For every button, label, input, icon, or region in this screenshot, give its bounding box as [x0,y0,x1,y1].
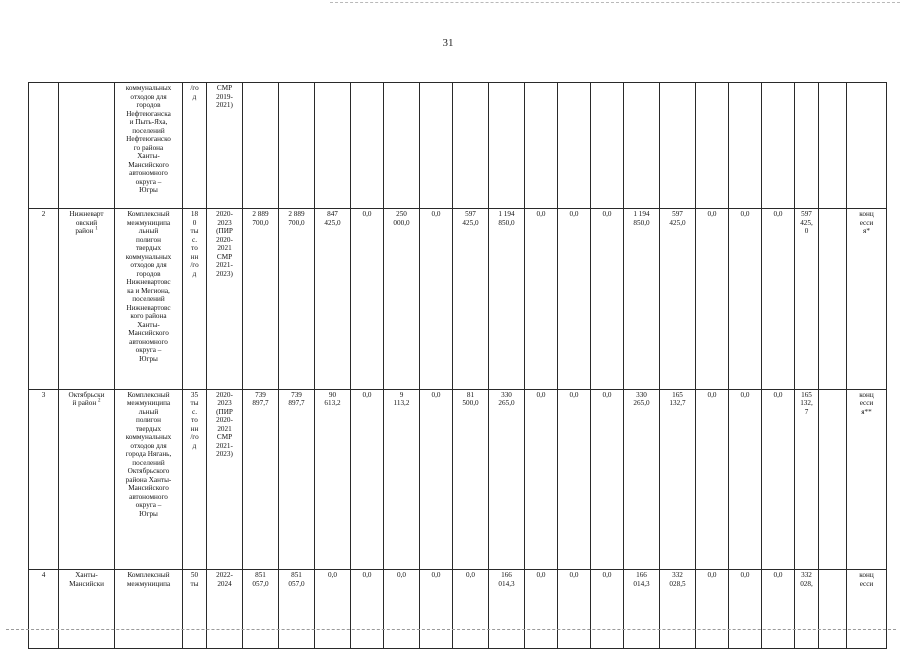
value-cell [819,209,847,390]
value-cell: 81 500,0 [453,389,489,570]
district-name: Ханты- Мансийски [69,571,104,588]
table-row [29,209,887,390]
value-cell: 0,0 [525,389,558,570]
row-number-cell: 3 [29,389,59,570]
value-cell: 9 113,2 [384,389,420,570]
years-cell: СМР 2019- 2021) [207,83,243,209]
capacity-cell: 50 ты [183,570,207,649]
investment-table [28,82,887,649]
value-cell: 0,0 [315,570,351,649]
years-cell: 2022- 2024 [207,570,243,649]
value-cell: 739 897,7 [243,389,279,570]
value-cell: 2 889 700,0 [279,209,315,390]
years-cell: 2020- 2023 (ПИР 2020- 2021 СМР 2021- 2023) [207,389,243,570]
value-cell: 0,0 [525,570,558,649]
district-cell [59,209,115,390]
value-cell: 0,0 [558,389,591,570]
footnote-marker: 2 [98,398,101,404]
row-number-cell: 4 [29,570,59,649]
value-cell: 0,0 [591,209,624,390]
value-cell: 0,0 [762,570,795,649]
value-cell: 0,0 [729,209,762,390]
value-cell: 0,0 [558,570,591,649]
value-cell [819,570,847,649]
value-cell: 332 028, [795,570,819,649]
value-cell: 1 194 850,0 [489,209,525,390]
value-cell: 739 897,7 [279,389,315,570]
value-cell [819,83,847,209]
table-row [29,570,887,649]
mechanism-cell [847,83,887,209]
scan-edge-bottom [6,629,896,631]
value-cell: 332 028,5 [660,570,696,649]
district-cell [59,389,115,570]
value-cell: 0,0 [729,389,762,570]
table-body [29,83,887,649]
value-cell: 0,0 [525,209,558,390]
value-cell: 0,0 [420,389,453,570]
object-name-cell: коммунальных отходов для городов Нефтеюганска и Пыть-Яха, поселений Нефтеюганско го района Ханты- Мансийского автономного округа – Югры [115,83,183,209]
value-cell [819,389,847,570]
value-cell [351,83,384,209]
district-cell [59,83,115,209]
district-name: Октябрьски й район [68,390,105,407]
mechanism-cell: конц есси [847,570,887,649]
value-cell: 166 014,3 [489,570,525,649]
row-number-cell [29,83,59,209]
years-cell: 2020- 2023 (ПИР 2020- 2021 СМР 2021- 2023) [207,209,243,390]
value-cell [762,83,795,209]
object-name-cell: Комплексный межмуниципа льный полигон твердых коммунальных отходов для городов Нижневартовс ка и Мегиона, поселений Нижневартовс кого района Ханты- Мансийского автономного округа – Югры [115,209,183,390]
capacity-cell: /го д [183,83,207,209]
value-cell: 0,0 [729,570,762,649]
mechanism-cell: конц есси я** [847,389,887,570]
value-cell: 0,0 [762,389,795,570]
value-cell: 0,0 [762,209,795,390]
capacity-cell: 18 0 ты с. то нн /го д [183,209,207,390]
district-name: Нижневарт овский район [69,210,104,235]
value-cell: 0,0 [696,389,729,570]
value-cell [453,83,489,209]
value-cell: 165 132, 7 [795,389,819,570]
value-cell: 0,0 [420,570,453,649]
district-cell [59,570,115,649]
value-cell: 851 057,0 [243,570,279,649]
value-cell: 851 057,0 [279,570,315,649]
value-cell [420,83,453,209]
table-row [29,389,887,570]
value-cell: 330 265,0 [624,389,660,570]
value-cell: 597 425,0 [660,209,696,390]
capacity-cell: 35 ты с. то нн /го д [183,389,207,570]
value-cell: 0,0 [558,209,591,390]
value-cell [558,83,591,209]
value-cell: 2 889 700,0 [243,209,279,390]
value-cell [525,83,558,209]
mechanism-cell: конц есси я* [847,209,887,390]
value-cell [243,83,279,209]
scan-edge-top [330,2,900,4]
value-cell: 0,0 [591,389,624,570]
value-cell: 90 613,2 [315,389,351,570]
row-number-cell: 2 [29,209,59,390]
value-cell: 0,0 [591,570,624,649]
value-cell [729,83,762,209]
value-cell: 847 425,0 [315,209,351,390]
object-name-cell: Комплексный межмуниципа [115,570,183,649]
value-cell: 597 425,0 [453,209,489,390]
value-cell: 0,0 [420,209,453,390]
value-cell [315,83,351,209]
value-cell: 0,0 [384,570,420,649]
page-number: 31 [442,37,454,49]
value-cell: 0,0 [696,570,729,649]
object-name-cell: Комплексный межмуниципа льный полигон твердых коммунальных отходов для города Нягань, поселений Октябрьского района Ханты- Мансийского автономного округа – Югры [115,389,183,570]
value-cell: 1 194 850,0 [624,209,660,390]
value-cell [660,83,696,209]
table-row [29,83,887,209]
value-cell [696,83,729,209]
value-cell [384,83,420,209]
value-cell: 250 000,0 [384,209,420,390]
value-cell: 0,0 [453,570,489,649]
footnote-marker: 1 [95,226,98,232]
value-cell: 0,0 [696,209,729,390]
value-cell [624,83,660,209]
value-cell [279,83,315,209]
value-cell [795,83,819,209]
value-cell: 166 014,3 [624,570,660,649]
value-cell: 597 425, 0 [795,209,819,390]
value-cell [489,83,525,209]
value-cell [591,83,624,209]
value-cell: 165 132,7 [660,389,696,570]
value-cell: 0,0 [351,209,384,390]
value-cell: 0,0 [351,389,384,570]
value-cell: 0,0 [351,570,384,649]
value-cell: 330 265,0 [489,389,525,570]
